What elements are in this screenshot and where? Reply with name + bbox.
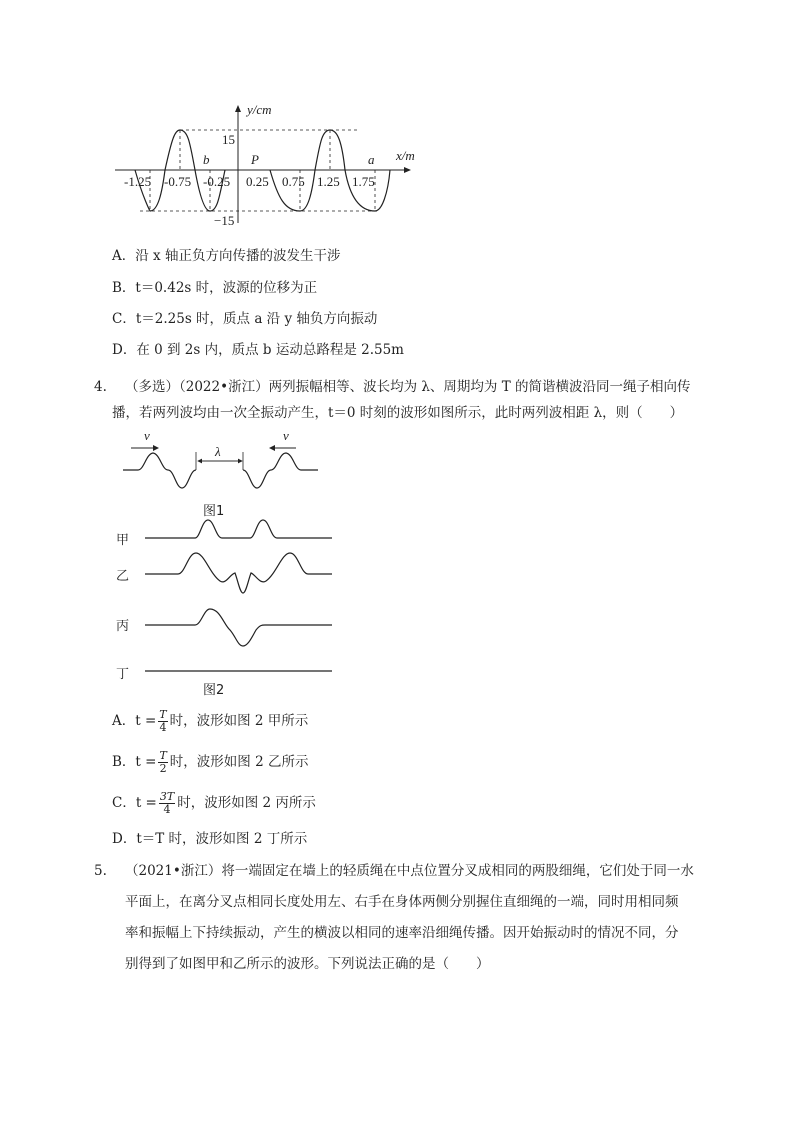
q3-option-b[interactable]: B．t＝0.42s 时，波源的位移为正 [112, 280, 318, 296]
q4-option-c[interactable] [112, 789, 316, 817]
q4-option-b-suffix: 时，波形如图 2 乙所示 [169, 754, 309, 770]
figure-2-label-yi: 乙 [116, 569, 130, 584]
q3-option-c[interactable]: C．t＝2.25s 时，质点 a 沿 y 轴负方向振动 [112, 311, 378, 327]
q4-option-d[interactable]: D．t＝T 时，波形如图 2 丁所示 [112, 831, 308, 847]
velocity-left-label: v [144, 428, 150, 443]
q4-stem-line2: 播，若两列波均由一次全振动产生，t＝0 时刻的波形如图所示，此时两列波相距 λ，则（ ） [112, 405, 684, 421]
tick-label: 0.75 [282, 174, 305, 189]
figure-1-caption: 图1 [203, 504, 225, 519]
q5-number: 5. [94, 863, 107, 879]
tick-label: 1.75 [352, 174, 375, 189]
y-axis-label: y/cm [247, 102, 272, 117]
tick-label: -1.25 [124, 174, 152, 189]
figure-2-label-bing: 丙 [116, 619, 130, 634]
point-b-label: b [203, 152, 210, 167]
tick-label: -0.25 [203, 174, 231, 189]
q4-option-a-suffix: 时，波形如图 2 甲所示 [169, 713, 309, 729]
q3-option-d[interactable]: D．在 0 到 2s 内，质点 b 运动总路程是 2.55m [112, 342, 404, 358]
q5-stem-line3: 率和振幅上下持续振动，产生的横波以相同的速率沿细绳传播。因开始振动时的情况不同，分 [125, 925, 679, 941]
lambda-label: λ [215, 444, 221, 459]
y-bottom-label: −15 [214, 213, 235, 228]
q4-option-c-fraction: $\frac{3T}{4}$ [159, 789, 175, 816]
figure-2-label-jia: 甲 [116, 533, 130, 548]
q5-stem-line1: （2021•浙江）将一端固定在墙上的轻质绳在中点位置分叉成相同的两股细绳，它们处于同一水 [125, 863, 694, 879]
q4-option-c-prefix: C．t = [112, 795, 157, 811]
left-pulse [123, 453, 196, 488]
point-a-label: a [368, 152, 375, 167]
q3-option-a[interactable]: A．沿 x 轴正负方向传播的波发生干涉 [112, 248, 341, 264]
tick-label: 0.25 [246, 174, 269, 189]
q4-option-a-fraction: $\frac{T}{4}$ [159, 707, 167, 734]
figure-2-waveforms [140, 515, 340, 680]
q4-stem-line1: （多选）（2022•浙江）两列振幅相等、波长均为 λ、周期均为 T 的简谐横波沿同一绳子相向传 [125, 379, 691, 395]
tick-label: -0.75 [164, 174, 192, 189]
figure-2-caption: 图2 [203, 683, 225, 698]
q4-option-a[interactable] [112, 707, 308, 735]
waveform-jia [145, 520, 332, 538]
x-axis-label: x/m [396, 148, 415, 163]
q4-option-b-prefix: B．t = [112, 754, 157, 770]
q4-option-c-suffix: 时，波形如图 2 丙所示 [177, 795, 316, 811]
tick-label: 1.25 [317, 174, 340, 189]
waveform-bing [145, 609, 332, 646]
q4-number: 4. [94, 379, 107, 395]
wave-graph-figure [110, 98, 430, 233]
q4-option-a-prefix: A．t = [112, 713, 157, 729]
q5-stem-line4: 别得到了如图甲和乙所示的波形。下列说法正确的是（ ） [125, 956, 490, 972]
q4-option-b-fraction: $\frac{T}{2}$ [159, 748, 167, 775]
waveform-yi [145, 553, 332, 593]
q5-stem-line2: 平面上，在离分叉点相同长度处用左、右手在身体两侧分别握住直细绳的一端，同时用相同频 [125, 894, 679, 910]
q4-option-b[interactable] [112, 748, 308, 776]
velocity-right-label: v [283, 428, 289, 443]
figure-2-label-ding: 丁 [116, 667, 130, 682]
point-p-label: P [251, 152, 259, 167]
y-top-label: 15 [222, 132, 235, 147]
right-pulse [243, 453, 318, 488]
